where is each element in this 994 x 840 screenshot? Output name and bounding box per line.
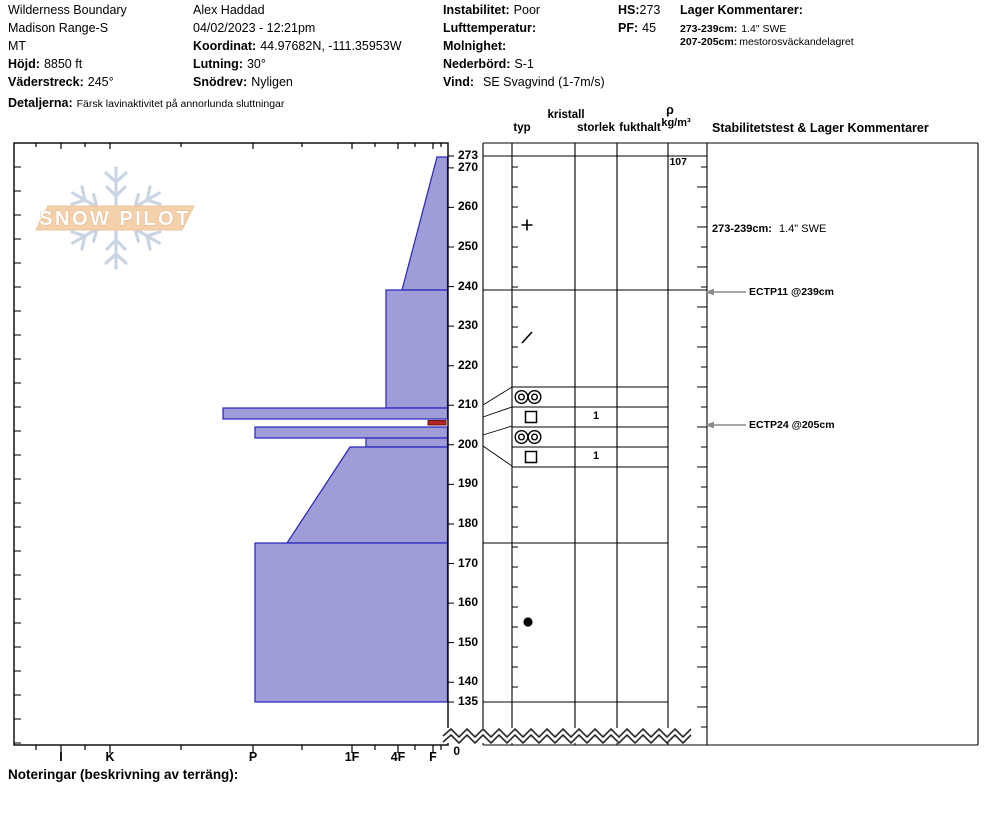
ect-test-result-1: ECTP11 @239cm: [749, 286, 834, 298]
hardness-tick-label: F: [429, 750, 437, 764]
rounds-pair-icon: [515, 391, 541, 404]
flagged-weak-layer: [428, 421, 446, 426]
depth-tick-label: 150: [457, 634, 478, 649]
layer-205-202: [255, 427, 448, 438]
instability-row: Instabilitet: Poor: [443, 3, 541, 17]
ect-test-result-2: ECTP24 @205cm: [749, 419, 835, 431]
density-value: 107: [669, 156, 687, 168]
depth-tick-label: 160: [457, 595, 478, 610]
depth-tick-label: 190: [457, 476, 478, 491]
air-temp-row: Lufttemperatur:: [443, 21, 537, 35]
layer-200-175: [287, 447, 448, 543]
observation-datetime: 04/02/2023 - 12:21pm: [193, 21, 316, 35]
column-header-typ: typ: [513, 122, 531, 134]
hardness-tick-label: P: [248, 750, 258, 764]
depth-tick-label: 210: [457, 397, 478, 412]
depth-tick-label: 170: [457, 555, 478, 570]
layer-comments-title: Lager Kommentarer:: [680, 3, 803, 17]
pf-row: PF: 45: [618, 21, 657, 35]
depth-tick-label: 250: [457, 238, 478, 253]
grain-symbols: [515, 220, 541, 627]
square-icon: [526, 452, 537, 463]
hardness-tick-label: I: [59, 750, 63, 764]
precip-row: Nederbörd: S-1: [443, 57, 534, 71]
logo-text: SNOW PILOT: [39, 208, 191, 230]
notes-heading: Noteringar (beskrivning av terräng):: [8, 767, 239, 782]
depth-tick-label: 240: [457, 278, 478, 293]
layer-273-239: [402, 157, 448, 290]
hs-row: HS:273: [618, 3, 661, 17]
grain-size-value: 1: [592, 450, 600, 462]
depth-tick-label: 270: [457, 159, 478, 174]
details-row: Detaljerna: Färsk lavinaktivitet på annorlunda sluttningar: [8, 96, 285, 110]
slope-angle-row: Lutning: 30°: [193, 57, 266, 71]
layer-239-210: [386, 290, 448, 408]
grain-size-value: 1: [592, 410, 600, 422]
snowpilot-logo: [36, 168, 194, 268]
elevation-row: Höjd: 8850 ft: [8, 57, 83, 71]
layer-connector-lines: [483, 387, 512, 466]
observer-name: Alex Haddad: [193, 3, 265, 17]
depth-zero-label: 0: [453, 744, 460, 758]
state-name: MT: [8, 39, 27, 53]
column-header-kristall: kristall: [547, 109, 585, 121]
aspect-row: Väderstreck: 245°: [8, 75, 114, 89]
hardness-tick-label: 1F: [344, 750, 360, 764]
square-icon: [526, 412, 537, 423]
hardness-tick-label: 4F: [390, 750, 406, 764]
depth-tick-label: 260: [457, 199, 478, 214]
rounds-pair-icon: [515, 431, 541, 444]
snow-layers: [223, 157, 448, 702]
layer-202-200: [366, 438, 448, 447]
depth-tick-label: 135: [457, 693, 478, 708]
depth-tick-label: 140: [457, 674, 478, 689]
depth-tick-label: 273: [457, 148, 478, 162]
depth-tick-label: 200: [457, 436, 478, 451]
depth-tick-label: 180: [457, 515, 478, 530]
plus-icon: [522, 220, 533, 231]
site-name: Wilderness Boundary: [8, 3, 127, 17]
dot-icon: [523, 617, 532, 626]
depth-tick-label: 230: [457, 318, 478, 333]
column-header-rho: ρ: [666, 103, 674, 117]
slash-icon: [522, 332, 532, 343]
ect-arrows: [705, 289, 746, 429]
range-name: Madison Range-S: [8, 21, 109, 35]
stability-layer-comment: 273-239cm: 1.4" SWE: [712, 223, 827, 235]
coordinates-row: Koordinat: 44.97682N, -111.35953W: [193, 39, 402, 53]
layer-175-135: [255, 543, 448, 702]
column-header-storlek: storlek: [577, 122, 615, 134]
layer-210-207: [223, 408, 448, 419]
hardness-tick-label: K: [105, 750, 115, 764]
layer-comment-1: 273-239cm: 1.4" SWE: [680, 23, 787, 35]
column-header-fukthalt: fukthalt: [619, 122, 661, 134]
column-header-stability: Stabilitetstest & Lager Kommentarer: [712, 121, 929, 135]
layer-comment-2: 207-205cm: mestorosväckandelagret: [680, 36, 854, 48]
wind-loading-row: Snödrev: Nyligen: [193, 75, 293, 89]
column-header-rho-unit: kg/m³: [661, 117, 691, 129]
sky-cover-row: Molnighet:: [443, 39, 507, 53]
wind-row: Vind: SE Svagvind (1-7m/s): [443, 75, 605, 89]
depth-tick-label: 220: [457, 357, 478, 372]
